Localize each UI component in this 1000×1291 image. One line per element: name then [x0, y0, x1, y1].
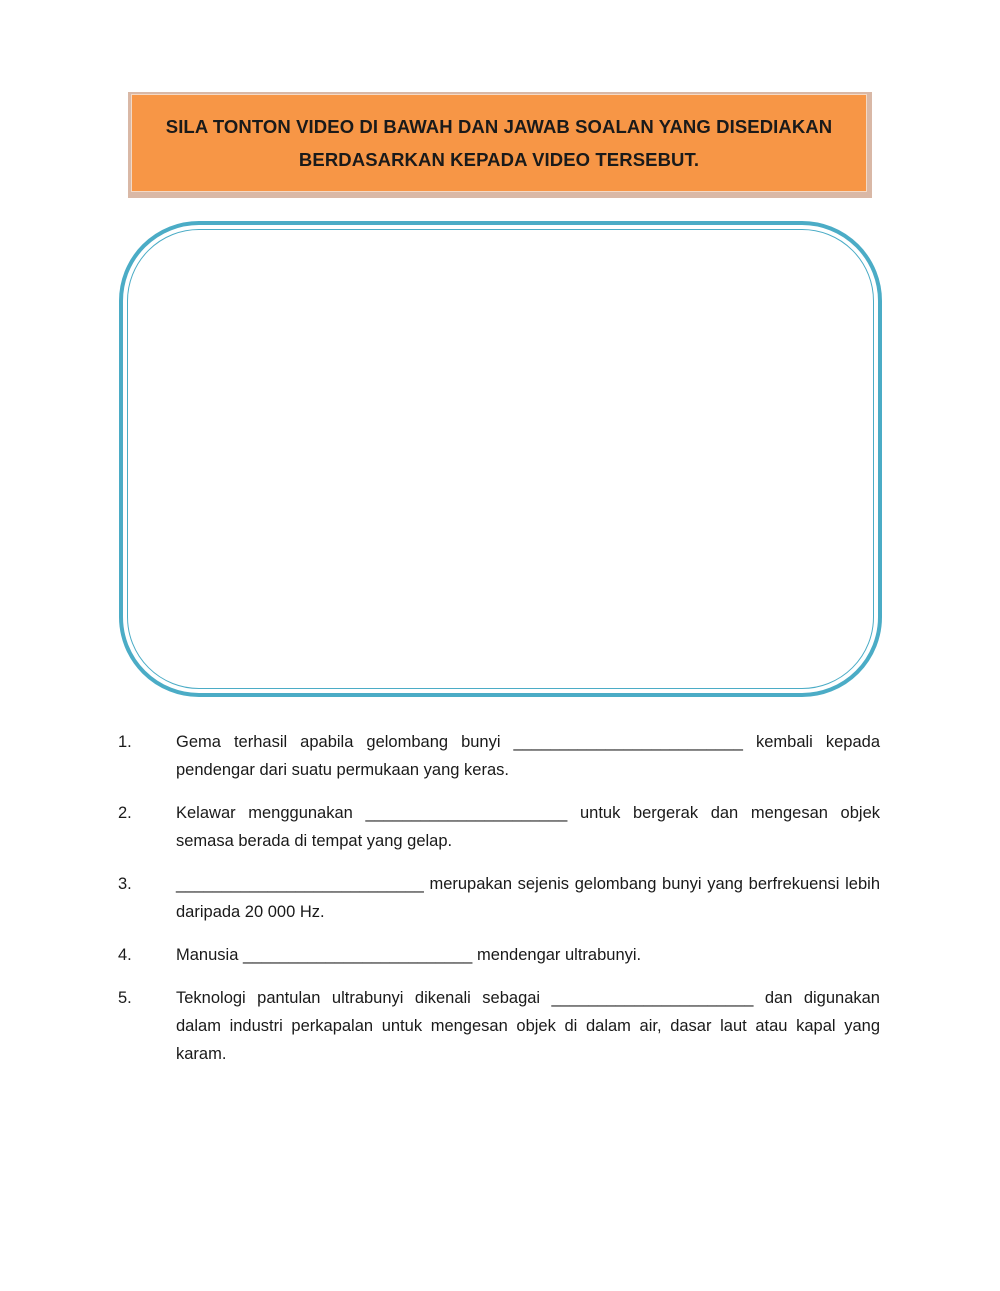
question-text: ___________________________ merupakan sejenis gelombang bunyi yang berfrekuensi lebih daripada 20 000 Hz. [176, 875, 880, 921]
question-number: 1. [118, 733, 132, 751]
question-number: 3. [118, 875, 132, 893]
question-2 [118, 799, 880, 855]
question-number: 4. [118, 946, 132, 964]
question-1 [118, 728, 880, 784]
question-3 [118, 870, 880, 926]
question-text: Manusia _________________________ mendengar ultrabunyi. [176, 946, 642, 964]
question-list [118, 728, 880, 1083]
video-frame-inner-border [127, 229, 874, 689]
question-number: 2. [118, 804, 132, 822]
question-text: Teknologi pantulan ultrabunyi dikenali sebagai ______________________ dan digunakan dalam industri perkapalan untuk mengesan objek di dalam air, dasar laut atau kapal yang karam. [176, 989, 880, 1063]
question-text: Gema terhasil apabila gelombang bunyi _________________________ kembali kepada pendengar dari suatu permukaan yang keras. [176, 733, 880, 779]
question-number: 5. [118, 989, 132, 1007]
instruction-line-1: SILA TONTON VIDEO DI BAWAH DAN JAWAB SOALAN YANG DISEDIAKAN [165, 116, 833, 137]
instruction-line-2: BERDASARKAN KEPADA VIDEO TERSEBUT. [298, 149, 700, 170]
instruction-banner [131, 94, 867, 192]
question-5 [118, 984, 880, 1068]
question-4 [118, 941, 880, 969]
question-text: Kelawar menggunakan ______________________ untuk bergerak dan mengesan objek semasa berada di tempat yang gelap. [176, 804, 880, 850]
